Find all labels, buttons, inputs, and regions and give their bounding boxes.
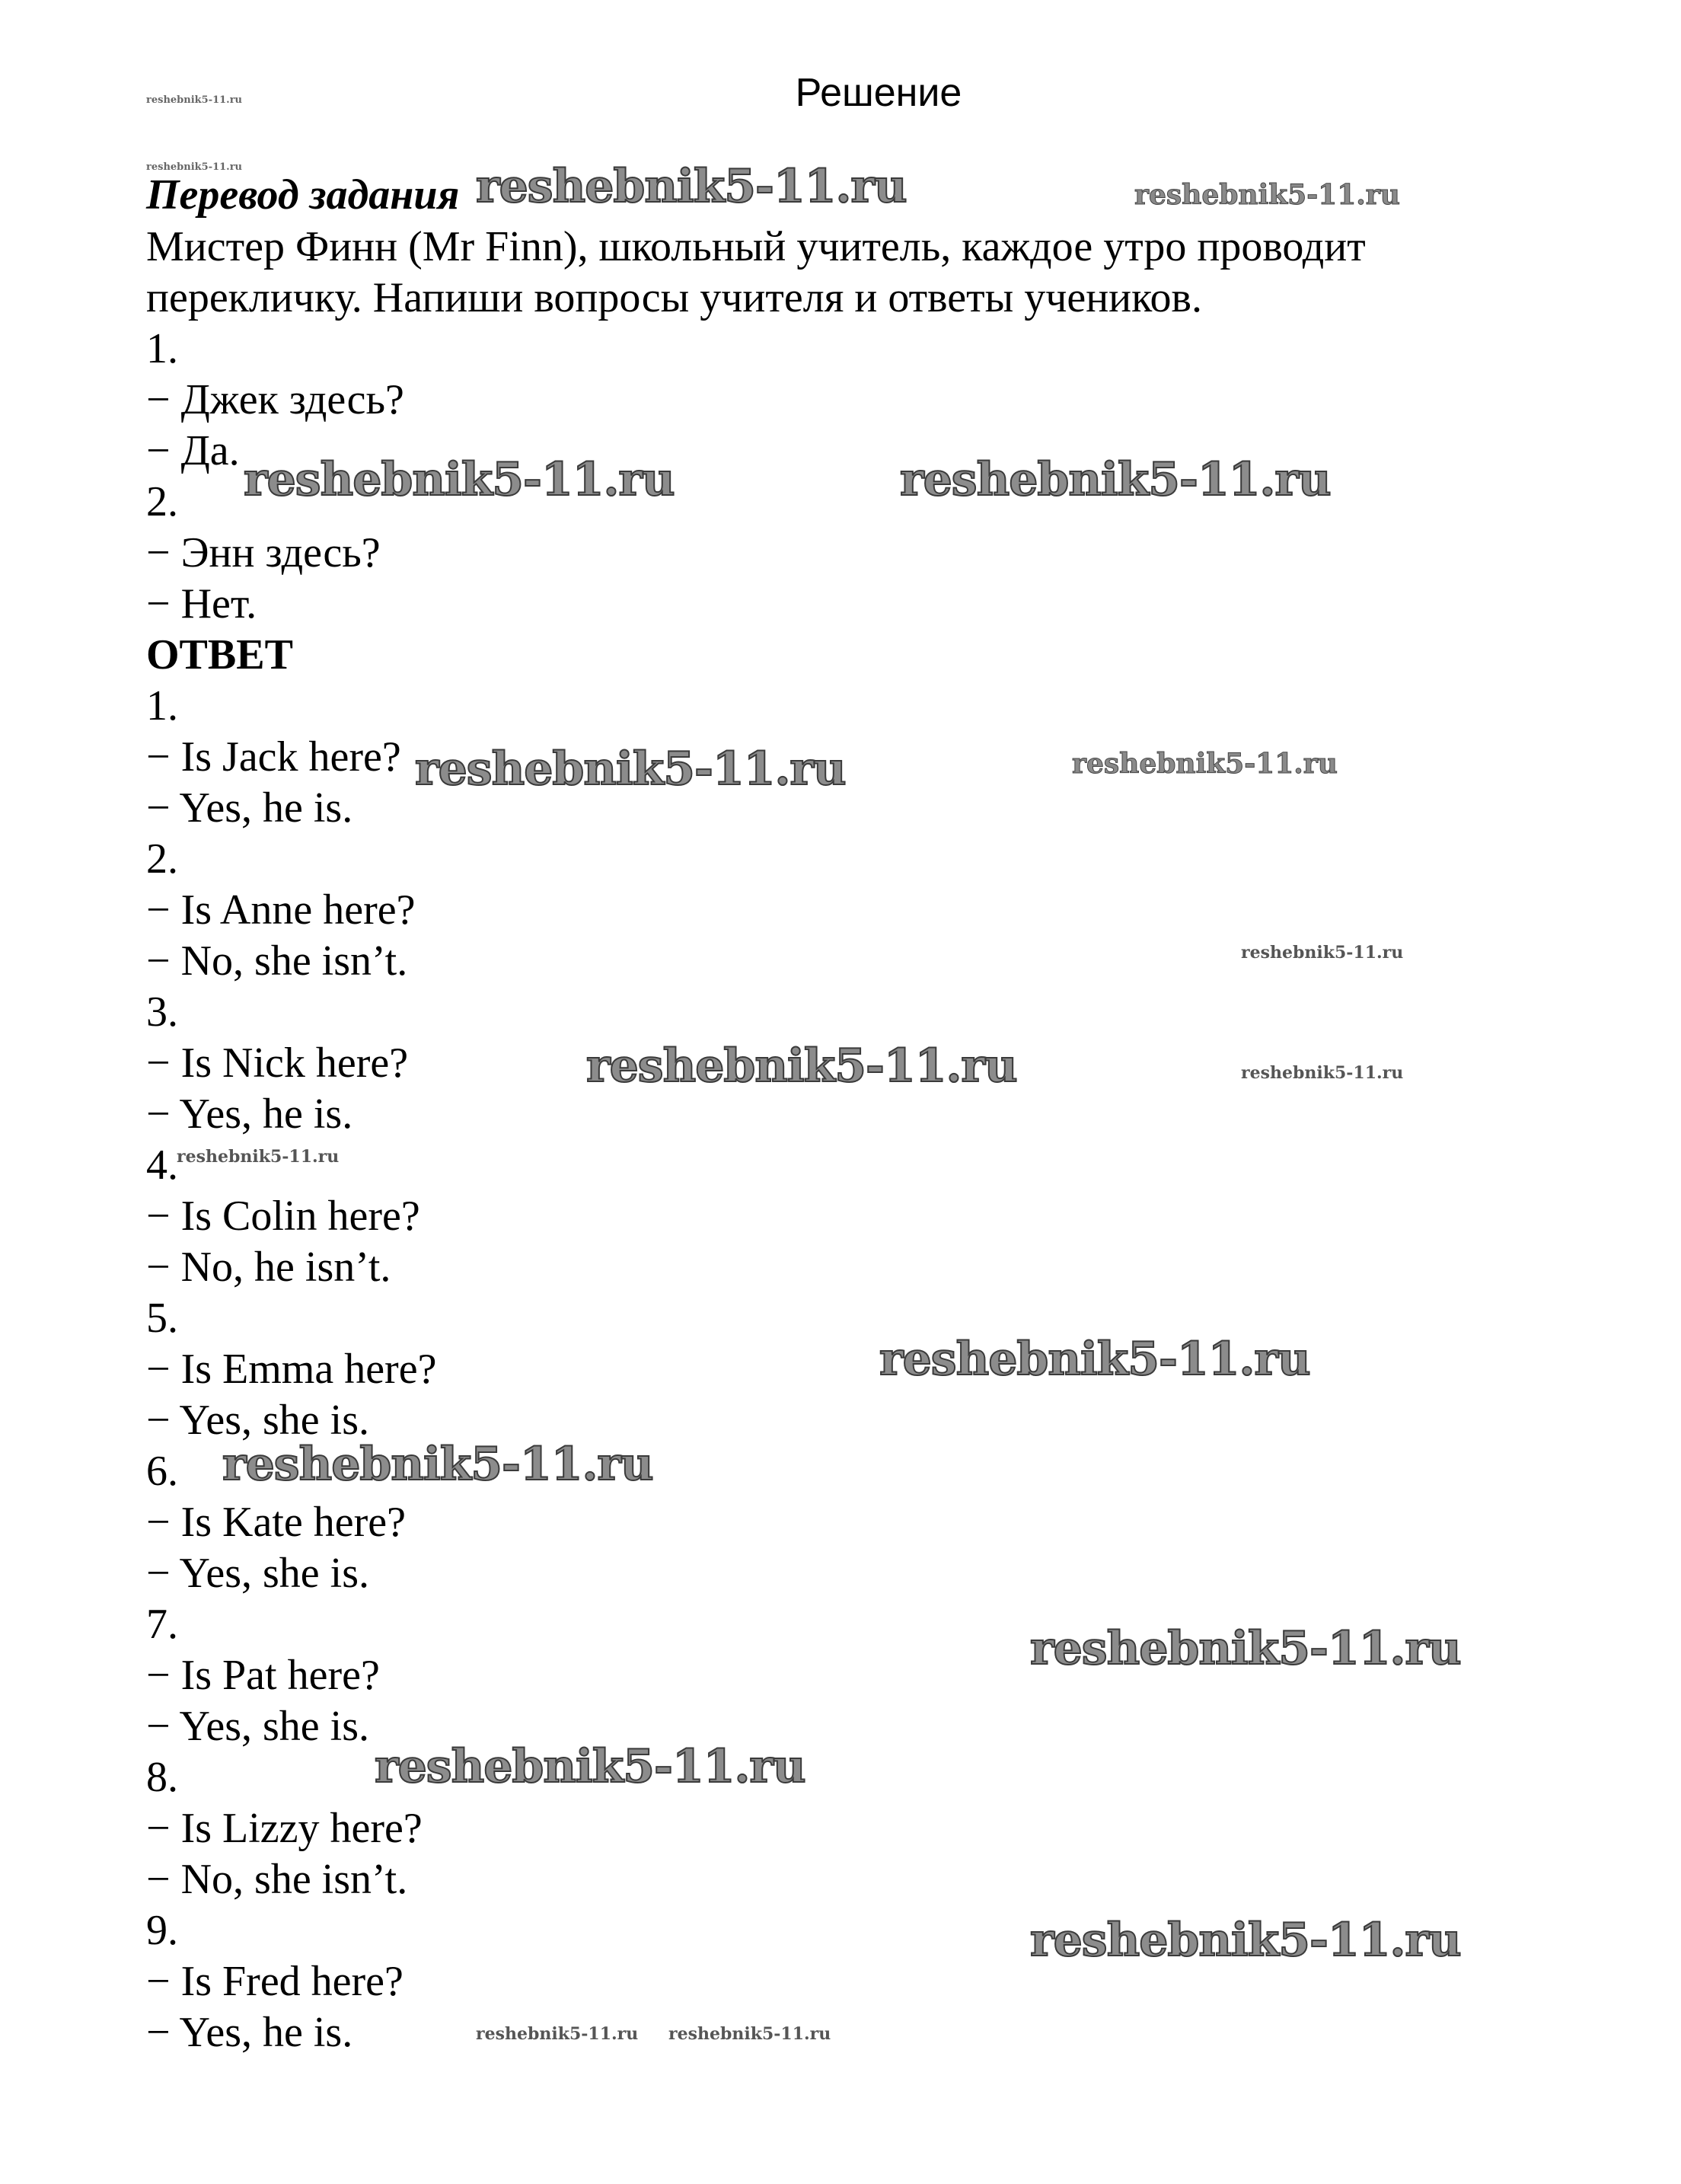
watermark: reshebnik5-11.ru	[1241, 1063, 1404, 1083]
answer-reply: − No, he isn’t.	[146, 1244, 391, 1291]
answer-question: − Is Lizzy here?	[146, 1805, 423, 1852]
watermark: reshebnik5-11.ru	[222, 1438, 653, 1491]
translation-question: − Энн здесь?	[146, 529, 381, 576]
watermark: reshebnik5-11.ru	[476, 160, 907, 213]
watermark: reshebnik5-11.ru	[1241, 943, 1404, 963]
watermark: reshebnik5-11.ru	[177, 1147, 340, 1167]
watermark: reshebnik5-11.ru	[900, 453, 1331, 506]
answer-reply: − Yes, she is.	[146, 1397, 369, 1444]
translation-number: 1.	[146, 325, 178, 372]
answer-reply: − Yes, she is.	[146, 1703, 369, 1750]
answer-question: − Is Jack here?	[146, 733, 401, 781]
answer-number: 2.	[146, 835, 178, 883]
answer-question: − Is Anne here?	[146, 886, 416, 934]
answer-number: 1.	[146, 682, 178, 730]
intro-line-1: Мистер Финн (Mr Finn), школьный учитель, каждое утро проводит	[146, 223, 1366, 270]
watermark: reshebnik5-11.ru	[415, 742, 846, 796]
watermark: reshebnik5-11.ru	[375, 1740, 805, 1793]
answer-reply: − Yes, he is.	[146, 784, 353, 832]
answer-reply: − No, she isn’t.	[146, 937, 408, 985]
answer-question: − Is Nick here?	[146, 1039, 409, 1087]
watermark: reshebnik5-11.ru	[244, 453, 675, 506]
translation-answer: − Нет.	[146, 580, 257, 627]
watermark: reshebnik5-11.ru	[1072, 748, 1338, 780]
answer-number: 8.	[146, 1754, 178, 1801]
answer-number: 4.	[146, 1141, 178, 1189]
answer-question: − Is Fred here?	[146, 1958, 404, 2005]
watermark: reshebnik5-11.ru	[668, 2024, 831, 2044]
answer-number: 9.	[146, 1907, 178, 1954]
watermark: reshebnik5-11.ru	[476, 2024, 639, 2044]
answer-number: 7.	[146, 1601, 178, 1648]
answer-question: − Is Kate here?	[146, 1499, 406, 1546]
watermark: reshebnik5-11.ru	[146, 161, 243, 173]
answer-reply: − No, she isn’t.	[146, 1856, 408, 1903]
answer-question: − Is Colin here?	[146, 1193, 420, 1240]
answer-reply: − Yes, she is.	[146, 1550, 369, 1597]
watermark: reshebnik5-11.ru	[586, 1039, 1017, 1093]
answer-heading: ОТВЕТ	[146, 631, 293, 679]
answer-question: − Is Emma here?	[146, 1346, 437, 1393]
watermark: reshebnik5-11.ru	[146, 94, 243, 106]
watermark: reshebnik5-11.ru	[1030, 1622, 1461, 1675]
page-title: Решение	[795, 71, 962, 115]
intro-line-2: перекличку. Напиши вопросы учителя и ответы учеников.	[146, 274, 1202, 321]
watermark: reshebnik5-11.ru	[1030, 1914, 1461, 1967]
answer-number: 6.	[146, 1448, 178, 1495]
answer-question: − Is Pat here?	[146, 1652, 380, 1699]
answer-reply: − Yes, he is.	[146, 1090, 353, 1138]
translation-answer: − Да.	[146, 427, 240, 474]
answer-reply: − Yes, he is.	[146, 2009, 353, 2056]
translation-question: − Джек здесь?	[146, 376, 404, 423]
watermark: reshebnik5-11.ru	[1134, 179, 1400, 211]
watermark: reshebnik5-11.ru	[879, 1333, 1310, 1386]
answer-number: 5.	[146, 1295, 178, 1342]
translation-heading: Перевод задания	[146, 171, 460, 219]
answer-number: 3.	[146, 988, 178, 1036]
translation-number: 2.	[146, 478, 178, 525]
